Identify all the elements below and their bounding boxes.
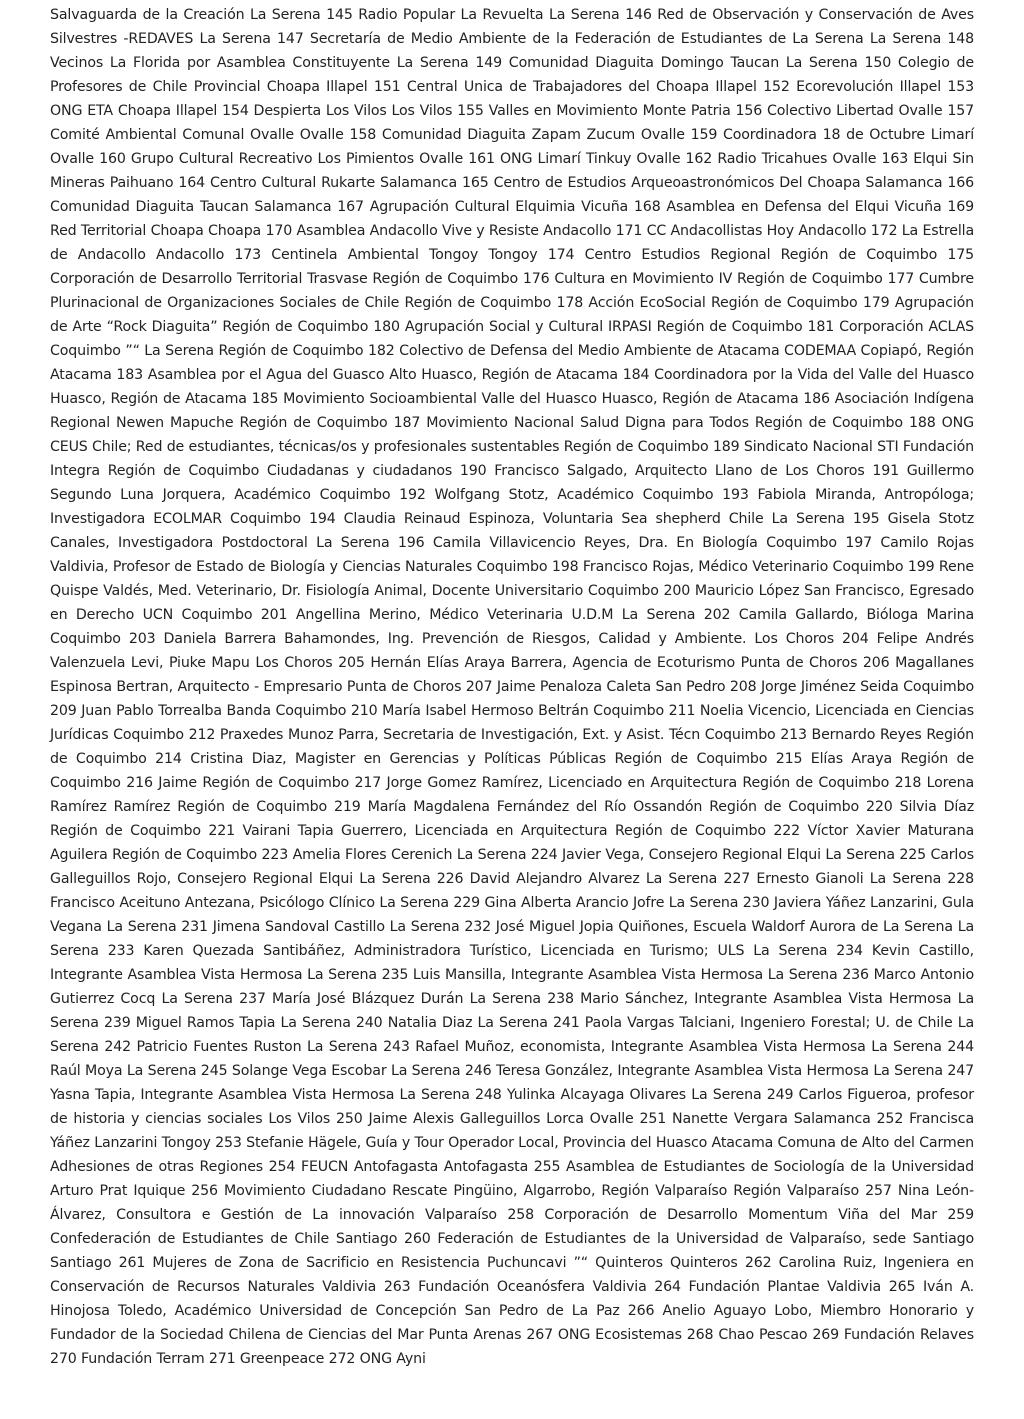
document-body (50, 3, 974, 1371)
signatories-paragraph: Salvaguarda de la Creación La Serena 145 Radio Popular La Revuelta La Serena 146 Red de Observación y Conservación de Aves Silvestres -REDAVES La Serena 147 Secretaría de Medio Ambiente de la Federación de Estudiantes de La Serena La Serena 148 Vecinos La Florida por Asamblea Constituyente La Serena 149 Comunidad Diaguita Domingo Taucan La Serena 150 Colegio de Profesores de Chile Provincial Choapa Illapel 151 Central Unica de Trabajadores del Choapa Illapel 152 Ecorevolución Illapel 153 ONG ETA Choapa Illapel 154 Despierta Los Vilos Los Vilos 155 Valles en Movimiento Monte Patria 156 Colectivo Libertad Ovalle 157 Comité Ambiental Comunal Ovalle Ovalle 158 Comunidad Diaguita Zapam Zucum Ovalle 159 Coordinadora 18 de Octubre Limarí Ovalle 160 Grupo Cultural Recreativo Los Pimientos Ovalle 161 ONG Limarí Tinkuy Ovalle 162 Radio Tricahues Ovalle 163 Elqui Sin Mineras Paihuano 164 Centro Cultural Rukarte Salamanca 165 Centro de Estudios Arqueoastronómicos Del Choapa Salamanca 166 Comunidad Diaguita Taucan Salamanca 167 Agrupación Cultural Elquimia Vicuña 168 Asamblea en Defensa del Elqui Vicuña 169 Red Territorial Choapa Choapa 170 Asamblea Andacollo Vive y Resiste Andacollo 171 CC Andacollistas Hoy Andacollo 172 La Estrella de Andacollo Andacollo 173 Centinela Ambiental Tongoy Tongoy 174 Centro Estudios Regional Región de Coquimbo 175 Corporación de Desarrollo Territorial Trasvase Región de Coquimbo 176 Cultura en Movimiento IV Región de Coquimbo 177 Cumbre Plurinacional de Organizaciones Sociales de Chile Región de Coquimbo 178 Acción EcoSocial Región de Coquimbo 179 Agrupación de Arte “Rock Diaguita” Región de Coquimbo 180 Agrupación Social y Cultural IRPASI Región de Coquimbo 181 Corporación ACLAS Coquimbo ”“ La Serena Región de Coquimbo 182 Colectivo de Defensa del Medio Ambiente de Atacama CODEMAA Copiapó, Región Atacama 183 Asamblea por el Agua del Guasco Alto Huasco, Región de Atacama 184 Coordinadora por la Vida del Valle del Huasco Huasco, Región de Atacama 185 Movimiento Socioambiental Valle del Huasco Huasco, Región de Atacama 186 Asociación Indígena Regional Newen Mapuche Región de Coquimbo 187 Movimiento Nacional Salud Digna para Todos Región de Coquimbo 188 ONG CEUS Chile; Red de estudiantes, técnicas/os y profesionales sustentables Región de Coquimbo 189 Sindicato Nacional STI Fundación Integra Región de Coquimbo Ciudadanas y ciudadanos 190 Francisco Salgado, Arquitecto Llano de Los Choros 191 Guillermo Segundo Luna Jorquera, Académico Coquimbo 192 Wolfgang Stotz, Académico Coquimbo 193 Fabiola Miranda, Antropóloga; Investigadora ECOLMAR Coquimbo 194 Claudia Reinaud Espinoza, Voluntaria Sea shepherd Chile La Serena 195 Gisela Stotz Canales, Investigadora Postdoctoral La Serena 196 Camila Villavicencio Reyes, Dra. En Biología Coquimbo 197 Camilo Rojas Valdivia, Profesor de Estado de Biología y Ciencias Naturales Coquimbo 198 Francisco Rojas, Médico Veterinario Coquimbo 199 Rene Quispe Valdés, Med. Veterinario, Dr. Fisiología Animal, Docente Universitario Coquimbo 200 Mauricio López San Francisco, Egresado en Derecho UCN Coquimbo 201 Angellina Merino, Médico Veterinaria U.D.M La Serena 202 Camila Gallardo, Bióloga Marina Coquimbo 203 Daniela Barrera Bahamondes, Ing. Prevención de Riesgos, Calidad y Ambiente. Los Choros 204 Felipe Andrés Valenzuela Levi, Piuke Mapu Los Choros 205 Hernán Elías Araya Barrera, Agencia de Ecoturismo Punta de Choros 206 Magallanes Espinosa Bertran, Arquitecto - Empresario Punta de Choros 207 Jaime Penaloza Caleta San Pedro 208 Jorge Jiménez Seida Coquimbo 209 Juan Pablo Torrealba Banda Coquimbo 210 María Isabel Hermoso Beltrán Coquimbo 211 Noelia Vicencio, Licenciada en Ciencias Jurídicas Coquimbo 212 Praxedes Munoz Parra, Secretaria de Investigación, Ext. y Asist. Técn Coquimbo 213 Bernardo Reyes Región de Coquimbo 214 Cristina Diaz, Magister en Gerencias y Políticas Públicas Región de Coquimbo 215 Elías Araya Región de Coquimbo 216 Jaime Región de Coquimbo 217 Jorge Gomez Ramírez, Licenciado en Arquitectura Región de Coquimbo 218 Lorena Ramírez Ramírez Región de Coquimbo 219 María Magdalena Fernández del Río Ossandón Región de Coquimbo 220 Silvia Díaz Región de Coquimbo 221 Vairani Tapia Guerrero, Licenciada en Arquitectura Región de Coquimbo 222 Víctor Xavier Maturana Aguilera Región de Coquimbo 223 Amelia Flores Cerenich La Serena 224 Javier Vega, Consejero Regional Elqui La Serena 225 Carlos Galleguillos Rojo, Consejero Regional Elqui La Serena 226 David Alejandro Alvarez La Serena 227 Ernesto Gianoli La Serena 228 Francisco Aceituno Antezana, Psicólogo Clínico La Serena 229 Gina Alberta Arancio Jofre La Serena 230 Javiera Yáñez Lanzarini, Gula Vegana La Serena 231 Jimena Sandoval Castillo La Serena 232 José Miguel Jopia Quiñones, Escuela Waldorf Aurora de La Serena La Serena 233 Karen Quezada Santibáñez, Administradora Turístico, Licenciada en Turismo; ULS La Serena 234 Kevin Castillo, Integrante Asamblea Vista Hermosa La Serena 235 Luis Mansilla, Integrante Asamblea Vista Hermosa La Serena 236 Marco Antonio Gutierrez Cocq La Serena 237 María José Blázquez Durán La Serena 238 Mario Sánchez, Integrante Asamblea Vista Hermosa La Serena 239 Miguel Ramos Tapia La Serena 240 Natalia Diaz La Serena 241 Paola Vargas Talciani, Ingeniero Forestal; U. de Chile La Serena 242 Patricio Fuentes Ruston La Serena 243 Rafael Muñoz, economista, Integrante Asamblea Vista Hermosa La Serena 244 Raúl Moya La Serena 245 Solange Vega Escobar La Serena 246 Teresa González, Integrante Asamblea Vista Hermosa La Serena 247 Yasna Tapia, Integrante Asamblea Vista Hermosa La Serena 248 Yulinka Alcayaga Olivares La Serena 249 Carlos Figueroa, profesor de historia y ciencias sociales Los Vilos 250 Jaime Alexis Galleguillos Lorca Ovalle 251 Nanette Vergara Salamanca 252 Francisca Yáñez Lanzarini Tongoy 253 Stefanie Hägele, Guía y Tour Operador Local, Provincia del Huasco Atacama Comuna de Alto del Carmen Adhesiones de otras Regiones 254 FEUCN Antofagasta Antofagasta 255 Asamblea de Estudiantes de Sociología de la Universidad Arturo Prat Iquique 256 Movimiento Ciudadano Rescate Pingüino, Algarrobo, Región Valparaíso Región Valparaíso 257 Nina León-Álvarez, Consultora e Gestión de La innovación Valparaíso 258 Corporación de Desarrollo Momentum Viña del Mar 259 Confederación de Estudiantes de Chile Santiago 260 Federación de Estudiantes de la Universidad de Valparaíso, sede Santiago Santiago 261 Mujeres de Zona de Sacrificio en Resistencia Puchuncavi ”“ Quinteros Quinteros 262 Carolina Ruiz, Ingeniera en Conservación de Recursos Naturales Valdivia 263 Fundación Oceanósfera Valdivia 264 Fundación Plantae Valdivia 265 Iván A. Hinojosa Toledo, Académico Universidad de Concepción San Pedro de La Paz 266 Anelio Aguayo Lobo, Miembro Honorario y Fundador de la Sociedad Chilena de Ciencias del Mar Punta Arenas 267 ONG Ecosistemas 268 Chao Pescao 269 Fundación Relaves 270 Fundación Terram 271 Greenpeace 272 ONG Ayni (50, 7, 974, 1367)
